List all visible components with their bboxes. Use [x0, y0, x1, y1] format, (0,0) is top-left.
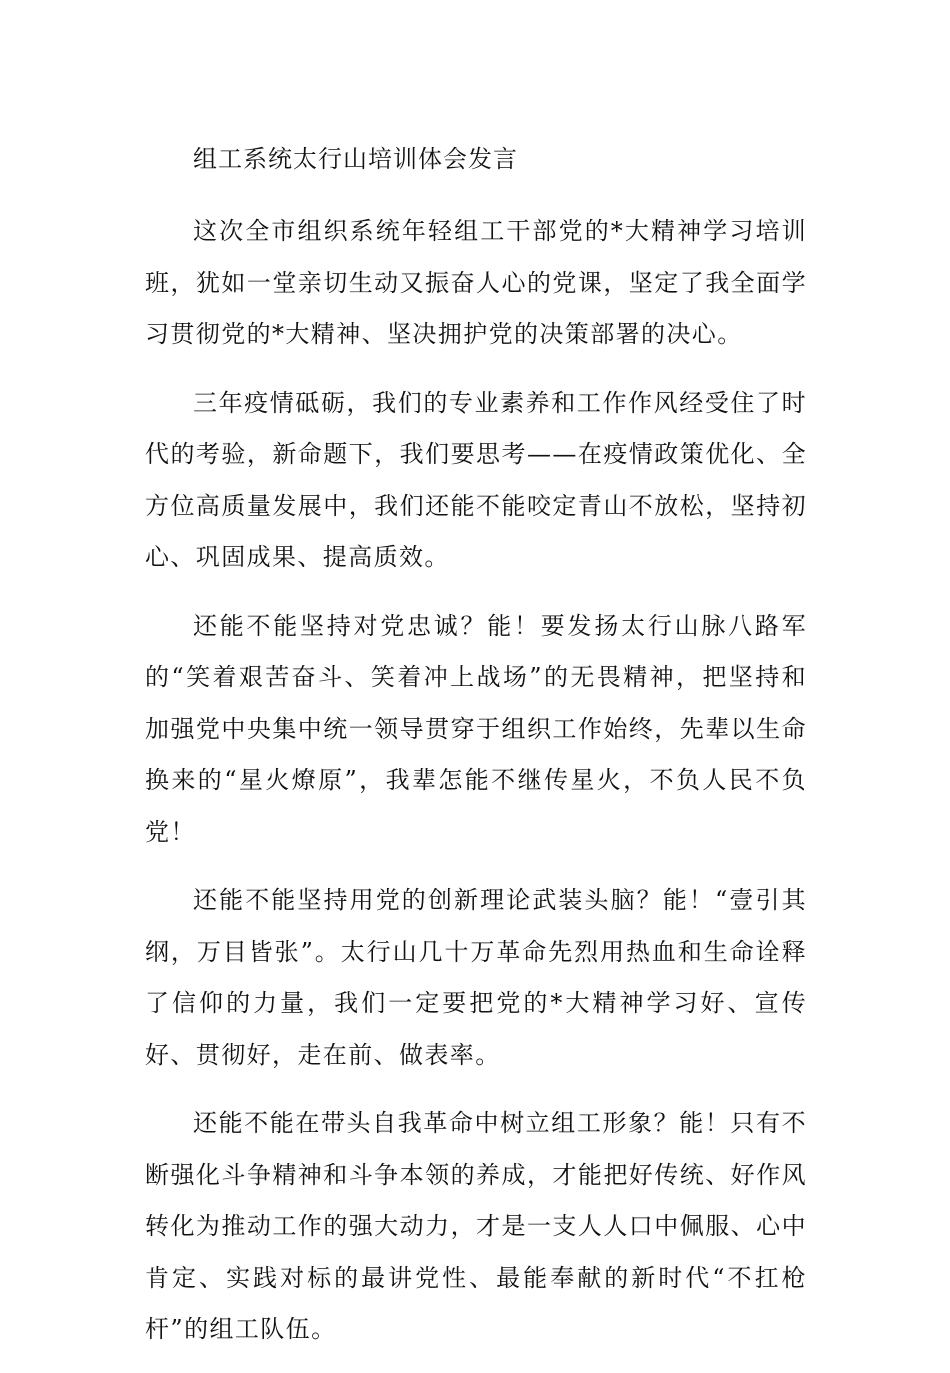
document-title: 组工系统太行山培训体会发言: [193, 145, 518, 173]
paragraph-4: 还能不能坚持用党的创新理论武装头脑？能！“壹引其纲，万目皆张”。太行山几十万革命先烈用热血和生命诠释了信仰的力量，我们一定要把党的*大精神学习好、宣传好、贯彻好，走在前、做表率。: [145, 886, 807, 1069]
paragraph-2: 三年疫情砥砺，我们的专业素养和工作作风经受住了时代的考验，新命题下，我们要思考——在疫情政策优化、全方位高质量发展中，我们还能不能咬定青山不放松，坚持初心、巩固成果、提高质效。: [145, 388, 807, 571]
paragraph-3: 还能不能坚持对党忠诚？能！要发扬太行山脉八路军的“笑着艰苦奋斗、笑着冲上战场”的无畏精神，把坚持和加强党中央集中统一领导贯穿于组织工作始终，先辈以生命换来的“星火燎原”，我辈怎能不继传星火，不负人民不负党！: [145, 611, 807, 846]
paragraph-5: 还能不能在带头自我革命中树立组工形象？能！只有不断强化斗争精神和斗争本领的养成，才能把好传统、好作风转化为推动工作的强大动力，才是一支人人口中佩服、心中肯定、实践对标的最讲党性、最能奉献的新时代“不扛枪杆”的组工队伍。: [145, 1109, 807, 1343]
document-body: [145, 134, 807, 1373]
paragraph-1: 这次全市组织系统年轻组工干部党的*大精神学习培训班，犹如一堂亲切生动又振奋人心的党课，坚定了我全面学习贯彻党的*大精神、坚决拥护党的决策部署的决心。: [145, 217, 807, 348]
